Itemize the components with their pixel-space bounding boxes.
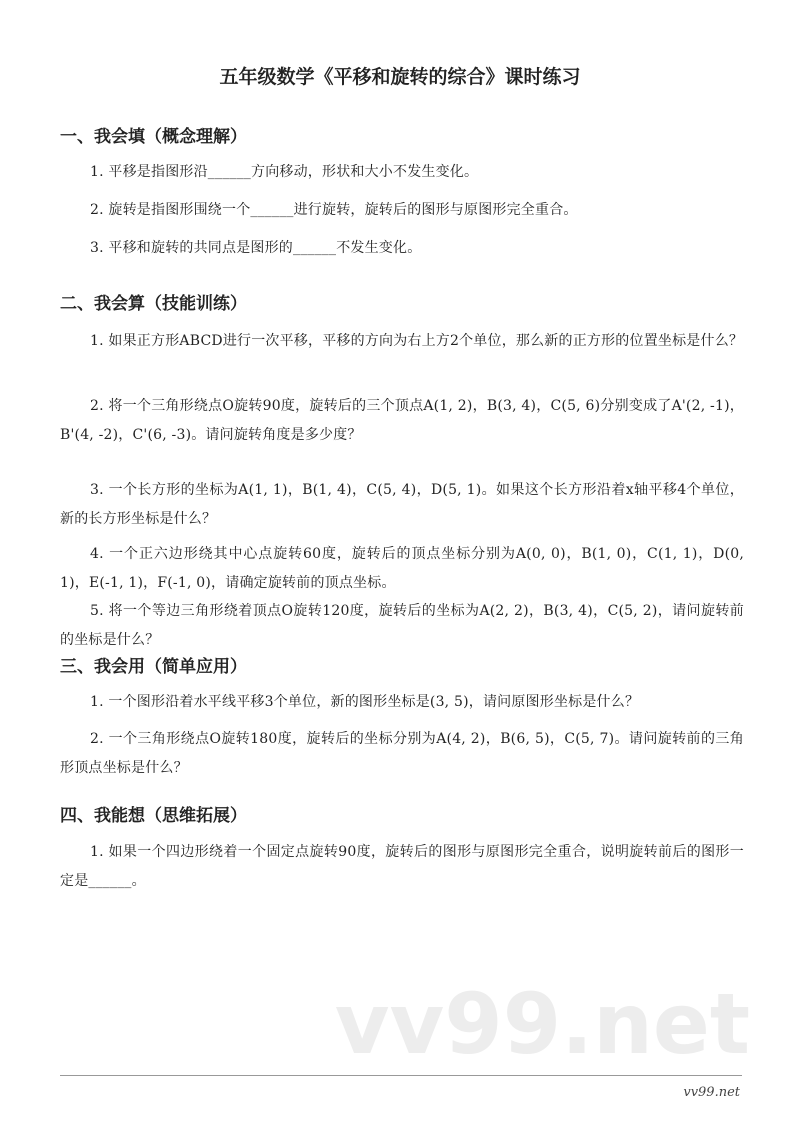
question: 1. 一个图形沿着水平线平移3个单位，新的图形坐标是(3, 5)，请问原图形坐标是什么？ (90, 694, 640, 710)
page-title: 五年级数学《平移和旋转的综合》课时练习 (219, 66, 581, 88)
question: 1. 如果正方形ABCD进行一次平移，平移的方向为右上方2个单位，那么新的正方形的位置坐标是什么？ (90, 333, 744, 349)
section-heading-apply: 三、我会用（简单应用） (60, 657, 247, 677)
section-heading-think: 四、我能想（思维拓展） (60, 806, 247, 826)
section-heading-fill: 一、我会填（概念理解） (60, 127, 247, 147)
question: 2. 旋转是指图形围绕一个______进行旋转，旋转后的图形与原图形完全重合。 (90, 202, 578, 218)
section-heading-calc: 二、我会算（技能训练） (60, 294, 247, 314)
question: 3. 一个长方形的坐标为A(1, 1)，B(1, 4)，C(5, 4)，D(5, 1)。如果这个长方形沿着x轴平移4个单位，新的长方形坐标是什么？ (60, 482, 744, 527)
question: 2. 一个三角形绕点O旋转180度，旋转后的坐标分别为A(4, 2)，B(6, 5)，C(5, 7)。请问旋转前的三角形顶点坐标是什么？ (60, 731, 744, 776)
watermark: vv99.net (334, 975, 750, 1073)
question: 1. 平移是指图形沿______方向移动，形状和大小不发生变化。 (90, 164, 479, 180)
question: 5. 将一个等边三角形绕着顶点O旋转120度，旋转后的坐标为A(2, 2)，B(3, 4)，C(5, 2)，请问旋转前的坐标是什么？ (60, 603, 744, 648)
question: 1. 如果一个四边形绕着一个固定点旋转90度，旋转后的图形与原图形完全重合，说明旋转前后的图形一定是______。 (60, 844, 744, 889)
question: 2. 将一个三角形绕点O旋转90度，旋转后的三个顶点A(1, 2)，B(3, 4)，C(5, 6)分别变成了A'(2, -1)，B'(4, -2)，C'(6, -3)。请问旋转角度是多少度？ (60, 398, 744, 443)
question: 3. 平移和旋转的共同点是图形的______不发生变化。 (90, 240, 422, 256)
question: 4. 一个正六边形绕其中心点旋转60度，旋转后的顶点坐标分别为A(0, 0)，B(1, 0)，C(1, 1)，D(0, 1)，E(-1, 1)，F(-1, 0)，请确定旋转前的顶点坐标。 (60, 546, 744, 591)
footer-site: vv99.net (683, 1085, 740, 1100)
footer-divider (60, 1075, 742, 1076)
